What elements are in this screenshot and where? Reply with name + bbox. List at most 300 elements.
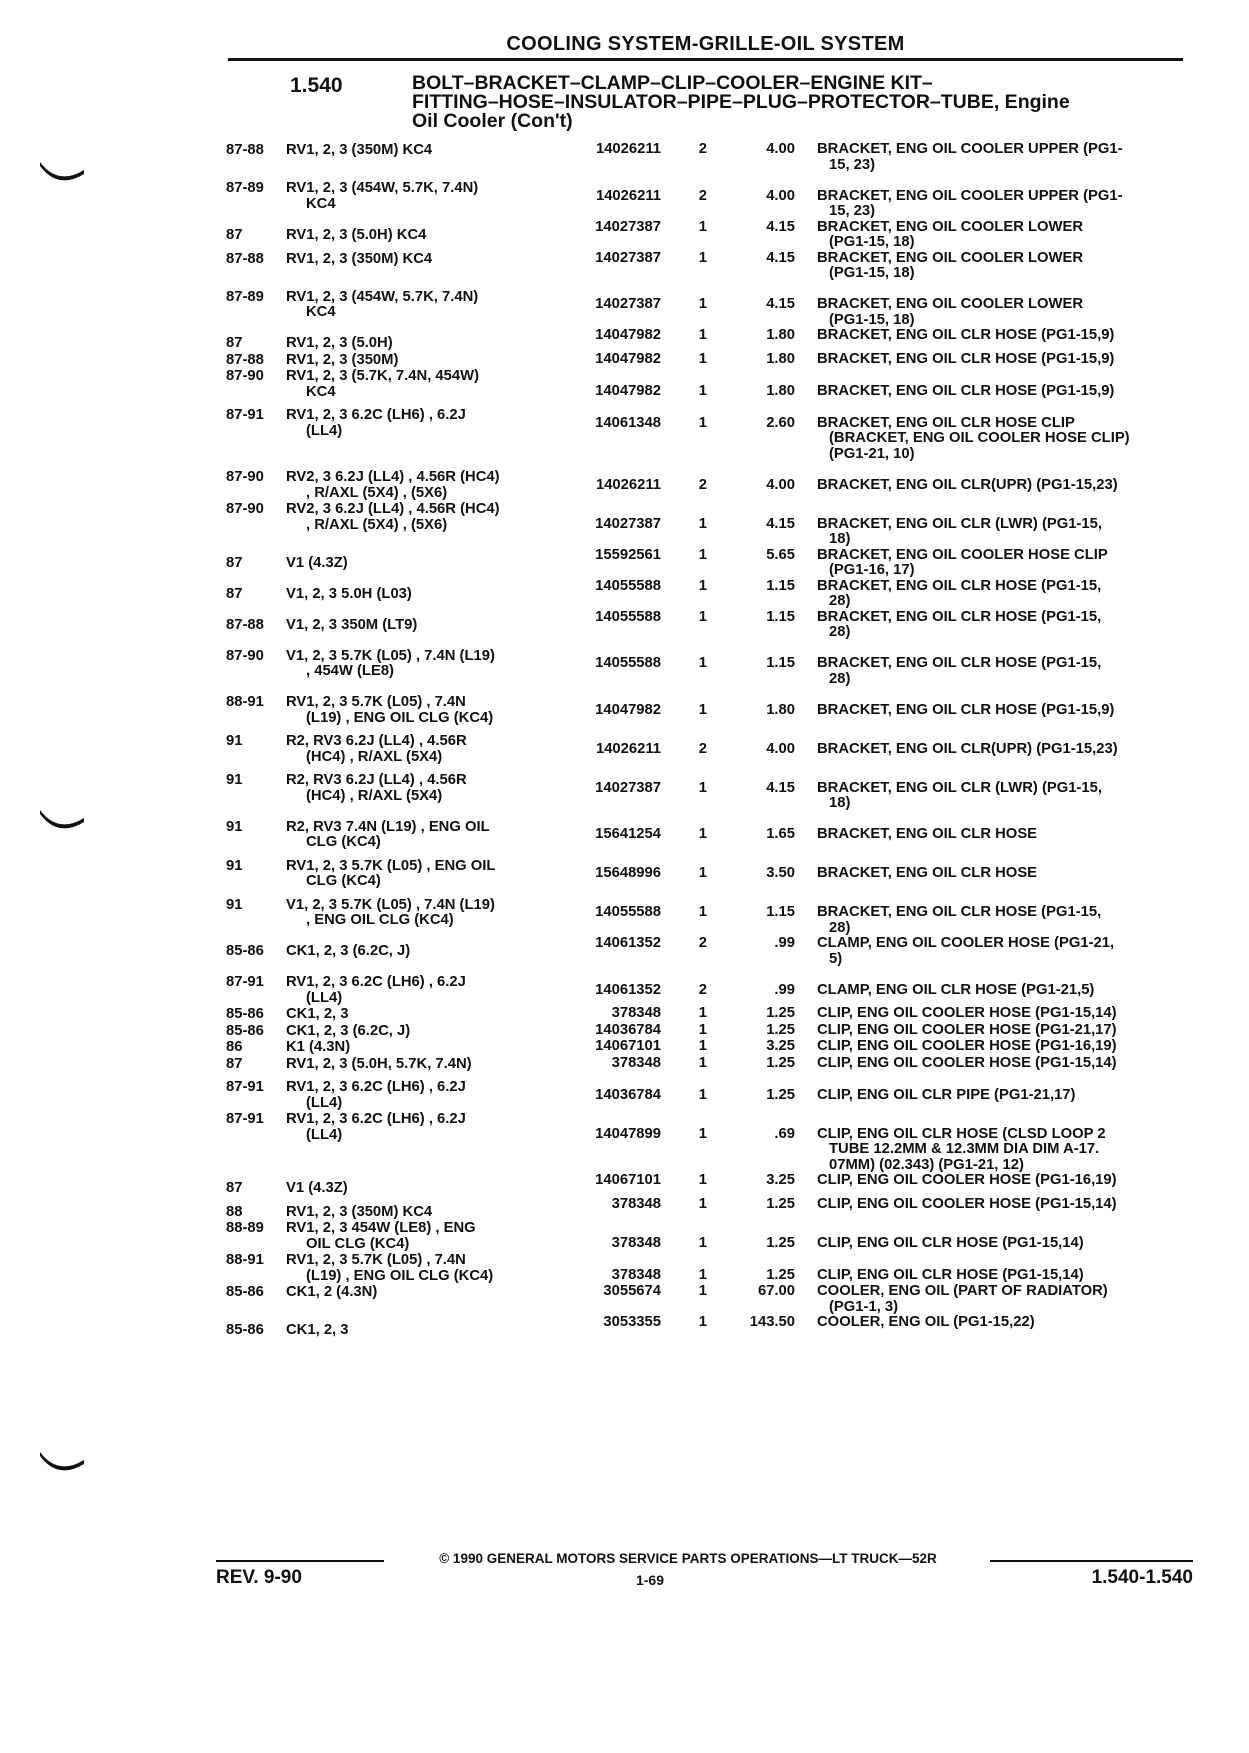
row-price: 4.00 (766, 187, 795, 204)
row-price: 1.15 (766, 577, 795, 594)
table-row (226, 641, 1197, 688)
row-application (286, 1252, 566, 1284)
application-text: OIL CLG (KC4) (306, 1235, 410, 1252)
row-description (795, 1006, 1197, 1023)
description-line (817, 158, 1197, 174)
description-text: BRACKET, ENG OIL CLR HOSE (817, 826, 1038, 842)
application-line (286, 424, 566, 440)
row-description (795, 400, 1197, 462)
application-line (286, 991, 566, 1007)
parts-table-body (226, 142, 1197, 1339)
description-line (817, 952, 1197, 968)
row-application (286, 251, 566, 282)
application-text: R2, RV3 6.2J (LL4) , 4.56R (286, 733, 467, 749)
application-line (286, 470, 566, 486)
description-text: BRACKET, ENG OIL COOLER LOWER (817, 296, 1084, 312)
description-text: BRACKET, ENG OIL COOLER HOSE CLIP (817, 546, 1108, 563)
table-row (226, 548, 1197, 579)
application-line (286, 252, 566, 268)
row-part-number: 14026211 (595, 141, 661, 157)
description-text: CLIP, ENG OIL CLR HOSE (PG1-15,14) (817, 1266, 1084, 1283)
application-line (286, 353, 566, 369)
table-row (226, 173, 1197, 220)
row-year: 87-91 (226, 1111, 264, 1127)
row-year: 87-91 (226, 1079, 264, 1095)
section-title-line: BOLT–BRACKET–CLAMP–CLIP–COOLER–ENGINE KIT– (412, 72, 933, 94)
row-part-number: 14047982 (595, 382, 661, 399)
row-description (795, 220, 1197, 251)
description-text: TUBE 12.2MM & 12.3MM DIA DIM A-17. (829, 1141, 1100, 1157)
description-text: BRACKET, ENG OIL CLR HOSE CLIP (817, 414, 1075, 431)
row-part-number: 378348 (611, 1054, 661, 1071)
row-part-number: 378348 (611, 1234, 661, 1251)
row-year: 87 (226, 585, 243, 602)
row-year: 91 (226, 772, 243, 788)
description-line (817, 251, 1197, 267)
binder-hole-mark (38, 808, 86, 832)
application-text: V1 (4.3Z) (286, 1180, 348, 1196)
application-text: RV1, 2, 3 6.2C (LH6) , 6.2J (286, 1079, 466, 1095)
row-quantity: 1 (698, 1172, 707, 1188)
row-year: 85-86 (226, 1006, 264, 1022)
row-quantity: 1 (698, 1005, 707, 1021)
row-year: 91 (226, 896, 243, 913)
application-text: RV1, 2, 3 (5.0H, 5.7K, 7.4N) (286, 1055, 472, 1072)
application-text: KC4 (306, 383, 336, 400)
row-description (795, 890, 1197, 937)
row-application (286, 1056, 566, 1073)
description-line (817, 313, 1197, 329)
row-description (795, 328, 1197, 352)
application-text: RV1, 2, 3 (350M) (286, 351, 399, 368)
description-line (817, 204, 1197, 220)
application-text: , R/AXL (5X4) , (5X6) (306, 484, 448, 501)
description-line (817, 1236, 1197, 1252)
description-text: (PG1-21, 10) (829, 445, 915, 462)
application-text: RV1, 2, 3 (350M) KC4 (286, 1203, 433, 1220)
application-text: RV1, 2, 3 (350M) KC4 (286, 250, 433, 267)
table-row (226, 1006, 1197, 1023)
application-line (286, 820, 566, 836)
description-line (817, 866, 1197, 882)
row-price: 1.15 (766, 904, 795, 920)
row-part-number: 14055588 (595, 577, 661, 594)
application-text: K1 (4.3N) (286, 1039, 351, 1055)
row-quantity: 2 (698, 740, 707, 757)
row-quantity: 1 (698, 1195, 707, 1212)
application-text: RV1, 2, 3 (454W, 5.7K, 7.4N) (286, 288, 479, 305)
description-line (817, 297, 1197, 313)
row-application (286, 610, 566, 641)
application-line (286, 649, 566, 665)
row-quantity: 1 (698, 1021, 707, 1038)
description-text: BRACKET, ENG OIL CLR HOSE (PG1-15,9) (817, 327, 1115, 343)
description-line (817, 384, 1197, 400)
table-row (226, 1056, 1197, 1073)
application-text: (HC4) , R/AXL (5X4) (306, 787, 443, 804)
application-text: (LL4) (306, 1126, 343, 1143)
description-text: 07MM) (02.343) (PG1-21, 12) (829, 1156, 1024, 1173)
application-line (286, 181, 566, 197)
row-part-number: 14061348 (595, 414, 661, 431)
row-description (795, 1072, 1197, 1111)
row-application (286, 1173, 566, 1197)
row-year: 87-88 (226, 142, 264, 158)
description-line (817, 142, 1197, 158)
application-text: RV2, 3 6.2J (LL4) , 4.56R (HC4) (286, 501, 500, 517)
table-row (226, 352, 1197, 369)
row-price: 1.80 (766, 350, 795, 367)
application-text: CLG (KC4) (306, 873, 381, 889)
application-line (286, 1057, 566, 1073)
row-quantity: 1 (698, 414, 707, 431)
description-text: CLIP, ENG OIL COOLER HOSE (PG1-15,14) (817, 1054, 1117, 1071)
application-text: RV1, 2, 3 (454W, 5.7K, 7.4N) (286, 180, 479, 196)
description-text: BRACKET, ENG OIL CLR (LWR) (PG1-15, (817, 515, 1102, 532)
row-description (795, 548, 1197, 579)
application-line (286, 944, 566, 960)
application-line (286, 290, 566, 306)
application-line (286, 1323, 566, 1339)
description-text: CLAMP, ENG OIL COOLER HOSE (PG1-21, (817, 935, 1115, 951)
row-year: 85-86 (226, 1284, 264, 1300)
row-quantity: 1 (698, 826, 707, 842)
table-row (226, 1284, 1197, 1315)
section-title (412, 74, 1172, 131)
row-description (795, 936, 1197, 967)
row-description (795, 610, 1197, 641)
row-price: 1.80 (766, 327, 795, 343)
application-line (286, 773, 566, 789)
row-year: 86 (226, 1039, 243, 1055)
description-line (817, 478, 1197, 494)
row-application (286, 1072, 566, 1111)
description-line (817, 1300, 1197, 1316)
row-application (286, 1284, 566, 1315)
table-row (226, 812, 1197, 851)
application-line (286, 587, 566, 603)
description-text: (PG1-15, 18) (829, 311, 915, 328)
description-text: BRACKET, ENG OIL CLR HOSE (PG1-15, (817, 904, 1102, 920)
description-text: BRACKET, ENG OIL COOLER LOWER (817, 249, 1084, 266)
application-line (286, 143, 566, 159)
description-line (817, 921, 1197, 937)
application-text: (HC4) , R/AXL (5X4) (306, 748, 443, 765)
row-price: 1.25 (766, 1005, 795, 1021)
row-application (286, 890, 566, 937)
description-line (817, 1088, 1197, 1104)
application-text: KC4 (306, 195, 336, 212)
description-text: 28) (829, 670, 851, 687)
description-line (817, 983, 1197, 999)
description-line (817, 220, 1197, 236)
row-price: 1.25 (766, 1054, 795, 1071)
application-line (286, 1237, 566, 1253)
description-line (817, 1039, 1197, 1055)
row-application (286, 851, 566, 890)
row-quantity: 1 (698, 296, 707, 312)
description-text: (PG1-15, 18) (829, 234, 915, 250)
row-year: 87 (226, 554, 243, 571)
description-line (817, 781, 1197, 797)
row-description (795, 1039, 1197, 1056)
description-text: BRACKET, ENG OIL COOLER UPPER (PG1- (817, 187, 1123, 204)
row-quantity: 1 (698, 249, 707, 266)
description-text: (BRACKET, ENG OIL COOLER HOSE CLIP) (829, 430, 1130, 446)
footer-rule-left (216, 1560, 384, 1562)
application-text: RV1, 2, 3 454W (LE8) , ENG (286, 1220, 476, 1236)
row-year: 88-91 (226, 694, 264, 710)
row-application (286, 1111, 566, 1173)
table-row (226, 851, 1197, 890)
description-line (817, 1056, 1197, 1072)
description-text: 18) (829, 531, 851, 547)
row-part-number: 14067101 (595, 1038, 661, 1054)
application-line (286, 1096, 566, 1112)
table-row (226, 1072, 1197, 1111)
row-application (286, 579, 566, 610)
description-line (817, 517, 1197, 533)
application-text: RV1, 2, 3 6.2C (LH6) , 6.2J (286, 1111, 466, 1127)
row-quantity: 1 (698, 779, 707, 796)
row-quantity: 1 (698, 1086, 707, 1103)
row-price: 4.15 (766, 249, 795, 266)
description-line (817, 905, 1197, 921)
row-application (286, 1315, 566, 1339)
description-text: CLIP, ENG OIL CLR HOSE (PG1-15,14) (817, 1234, 1084, 1251)
application-line (286, 1112, 566, 1128)
row-price: 1.25 (766, 1021, 795, 1038)
description-text: 28) (829, 624, 851, 640)
row-year: 87 (226, 1055, 243, 1072)
table-row (226, 610, 1197, 641)
application-line (286, 305, 566, 321)
description-text: CLIP, ENG OIL CLR PIPE (PG1-21,17) (817, 1086, 1076, 1103)
description-text: COOLER, ENG OIL (PG1-15,22) (817, 1314, 1035, 1330)
row-description (795, 641, 1197, 688)
application-line (286, 1128, 566, 1144)
row-application (286, 220, 566, 251)
row-application (286, 1197, 566, 1221)
row-quantity: 1 (698, 1125, 707, 1142)
description-line (817, 328, 1197, 344)
row-description (795, 501, 1197, 548)
application-line (286, 1269, 566, 1285)
row-application (286, 501, 566, 548)
row-description (795, 1023, 1197, 1040)
row-year: 87 (226, 226, 243, 243)
row-price: 1.15 (766, 608, 795, 625)
row-quantity: 1 (698, 382, 707, 399)
row-quantity: 2 (698, 935, 707, 951)
table-row (226, 936, 1197, 967)
description-text: COOLER, ENG OIL (PART OF RADIATOR) (817, 1283, 1108, 1299)
row-application (286, 173, 566, 220)
row-price: 4.15 (766, 515, 795, 532)
row-year: 85-86 (226, 1022, 264, 1039)
table-row (226, 1023, 1197, 1040)
description-text: (PG1-16, 17) (829, 562, 915, 578)
application-text: RV1, 2, 3 (5.0H) (286, 335, 393, 351)
row-description (795, 173, 1197, 220)
application-line (286, 369, 566, 385)
row-quantity: 1 (698, 904, 707, 920)
row-quantity: 1 (698, 327, 707, 343)
description-line (817, 1197, 1197, 1213)
row-price: 4.00 (766, 141, 795, 157)
application-line (286, 1253, 566, 1269)
row-part-number: 378348 (611, 1195, 661, 1212)
description-line (817, 703, 1197, 719)
table-row (226, 1315, 1197, 1339)
row-application (286, 967, 566, 1006)
row-price: 67.00 (757, 1283, 795, 1299)
application-line (286, 1080, 566, 1096)
application-line (286, 835, 566, 851)
row-year: 87-90 (226, 469, 264, 485)
row-quantity: 1 (698, 865, 707, 881)
application-line (286, 711, 566, 727)
row-description (795, 851, 1197, 890)
row-part-number: 14027387 (595, 218, 661, 235)
row-year: 87-89 (226, 288, 264, 305)
description-line (817, 579, 1197, 595)
binder-hole-mark (38, 160, 86, 184)
row-application (286, 282, 566, 329)
page-header-title: COOLING SYSTEM-GRILLE-OIL SYSTEM (506, 33, 905, 55)
description-text: CLIP, ENG OIL COOLER HOSE (PG1-15,14) (817, 1195, 1117, 1212)
description-text: CLIP, ENG OIL COOLER HOSE (PG1-15,14) (817, 1005, 1117, 1021)
application-line (286, 502, 566, 518)
description-line (817, 656, 1197, 672)
table-row (226, 142, 1197, 173)
description-text: BRACKET, ENG OIL CLR(UPR) (PG1-15,23) (817, 740, 1118, 757)
row-year: 85-86 (226, 1322, 264, 1338)
table-row (226, 1197, 1197, 1221)
row-part-number: 14027387 (595, 515, 661, 532)
table-row (226, 251, 1197, 282)
application-text: CK1, 2, 3 (286, 1006, 349, 1022)
description-line (817, 447, 1197, 463)
row-application (286, 687, 566, 726)
application-text: RV1, 2, 3 6.2C (LH6) , 6.2J (286, 974, 466, 990)
description-text: BRACKET, ENG OIL CLR HOSE (817, 865, 1038, 881)
table-row (226, 400, 1197, 462)
row-application (286, 352, 566, 369)
row-part-number: 3053355 (603, 1314, 661, 1330)
description-line (817, 1023, 1197, 1039)
row-part-number: 15648996 (595, 865, 661, 881)
description-text: CLAMP, ENG OIL CLR HOSE (PG1-21,5) (817, 981, 1095, 998)
row-application (286, 1039, 566, 1056)
table-row (226, 967, 1197, 1006)
row-quantity: 2 (698, 981, 707, 998)
description-line (817, 189, 1197, 205)
description-text: BRACKET, ENG OIL CLR HOSE (PG1-15, (817, 608, 1102, 625)
row-quantity: 1 (698, 1283, 707, 1299)
application-text: CK1, 2 (4.3N) (286, 1284, 378, 1300)
description-text: CLIP, ENG OIL COOLER HOSE (PG1-16,19) (817, 1172, 1117, 1188)
description-line (817, 936, 1197, 952)
table-row (226, 890, 1197, 937)
description-line (817, 548, 1197, 564)
footer-rule-right (990, 1560, 1193, 1562)
description-text: 28) (829, 919, 851, 936)
description-line (817, 352, 1197, 368)
row-year: 88-91 (226, 1252, 264, 1268)
row-part-number: 14047982 (595, 350, 661, 367)
row-description (795, 1111, 1197, 1173)
application-line (286, 898, 566, 914)
application-line (286, 695, 566, 711)
row-price: 1.25 (766, 1234, 795, 1251)
description-line (817, 827, 1197, 843)
row-part-number: 14026211 (595, 476, 661, 493)
row-application (286, 936, 566, 967)
description-text: BRACKET, ENG OIL CLR HOSE (PG1-15, (817, 655, 1102, 671)
row-price: 1.25 (766, 1195, 795, 1212)
row-part-number: 14061352 (595, 981, 661, 998)
description-line (817, 235, 1197, 251)
row-part-number: 14067101 (595, 1172, 661, 1188)
application-line (286, 1040, 566, 1056)
footer-page-number: 1-69 (635, 1572, 665, 1588)
description-text: BRACKET, ENG OIL COOLER LOWER (817, 218, 1084, 235)
row-part-number: 14026211 (595, 187, 661, 204)
description-text: 28) (829, 593, 851, 609)
row-part-number: 14061352 (595, 935, 661, 951)
application-text: (L19) , ENG OIL CLG (KC4) (306, 1267, 494, 1284)
row-application (286, 1023, 566, 1040)
application-text: RV1, 2, 3 (350M) KC4 (286, 142, 433, 158)
row-quantity: 2 (698, 476, 707, 493)
description-line (817, 742, 1197, 758)
description-text: 15, 23) (829, 203, 876, 219)
row-price: 3.25 (766, 1038, 795, 1054)
row-application (286, 368, 566, 400)
row-application (286, 765, 566, 812)
row-description (795, 1197, 1197, 1221)
row-description (795, 368, 1197, 400)
description-text: BRACKET, ENG OIL CLR(UPR) (PG1-15,23) (817, 476, 1118, 493)
row-price: 1.25 (766, 1086, 795, 1103)
row-year: 85-86 (226, 943, 264, 959)
description-line (817, 1127, 1197, 1143)
row-quantity: 1 (698, 1266, 707, 1283)
row-application (286, 1220, 566, 1252)
description-text: BRACKET, ENG OIL CLR HOSE (PG1-15,9) (817, 382, 1115, 399)
row-year: 91 (226, 818, 243, 835)
application-text: R2, RV3 7.4N (L19) , ENG OIL (286, 818, 490, 835)
description-text: CLIP, ENG OIL CLR HOSE (CLSD LOOP 2 (817, 1125, 1106, 1142)
application-text: KC4 (306, 304, 336, 320)
row-application (286, 400, 566, 462)
application-line (286, 518, 566, 534)
application-text: , 454W (LE8) (306, 663, 394, 679)
row-year: 87-88 (226, 351, 264, 368)
row-description (795, 726, 1197, 765)
description-text: BRACKET, ENG OIL CLR HOSE (PG1-15, (817, 577, 1102, 594)
application-line (286, 859, 566, 875)
row-price: 4.15 (766, 218, 795, 235)
row-description (795, 282, 1197, 329)
row-year: 88-89 (226, 1220, 264, 1236)
application-text: , ENG OIL CLG (KC4) (306, 912, 454, 928)
application-text: RV1, 2, 3 6.2C (LH6) , 6.2J (286, 407, 466, 423)
row-year: 88 (226, 1203, 243, 1220)
description-line (817, 532, 1197, 548)
table-row (226, 1111, 1197, 1173)
